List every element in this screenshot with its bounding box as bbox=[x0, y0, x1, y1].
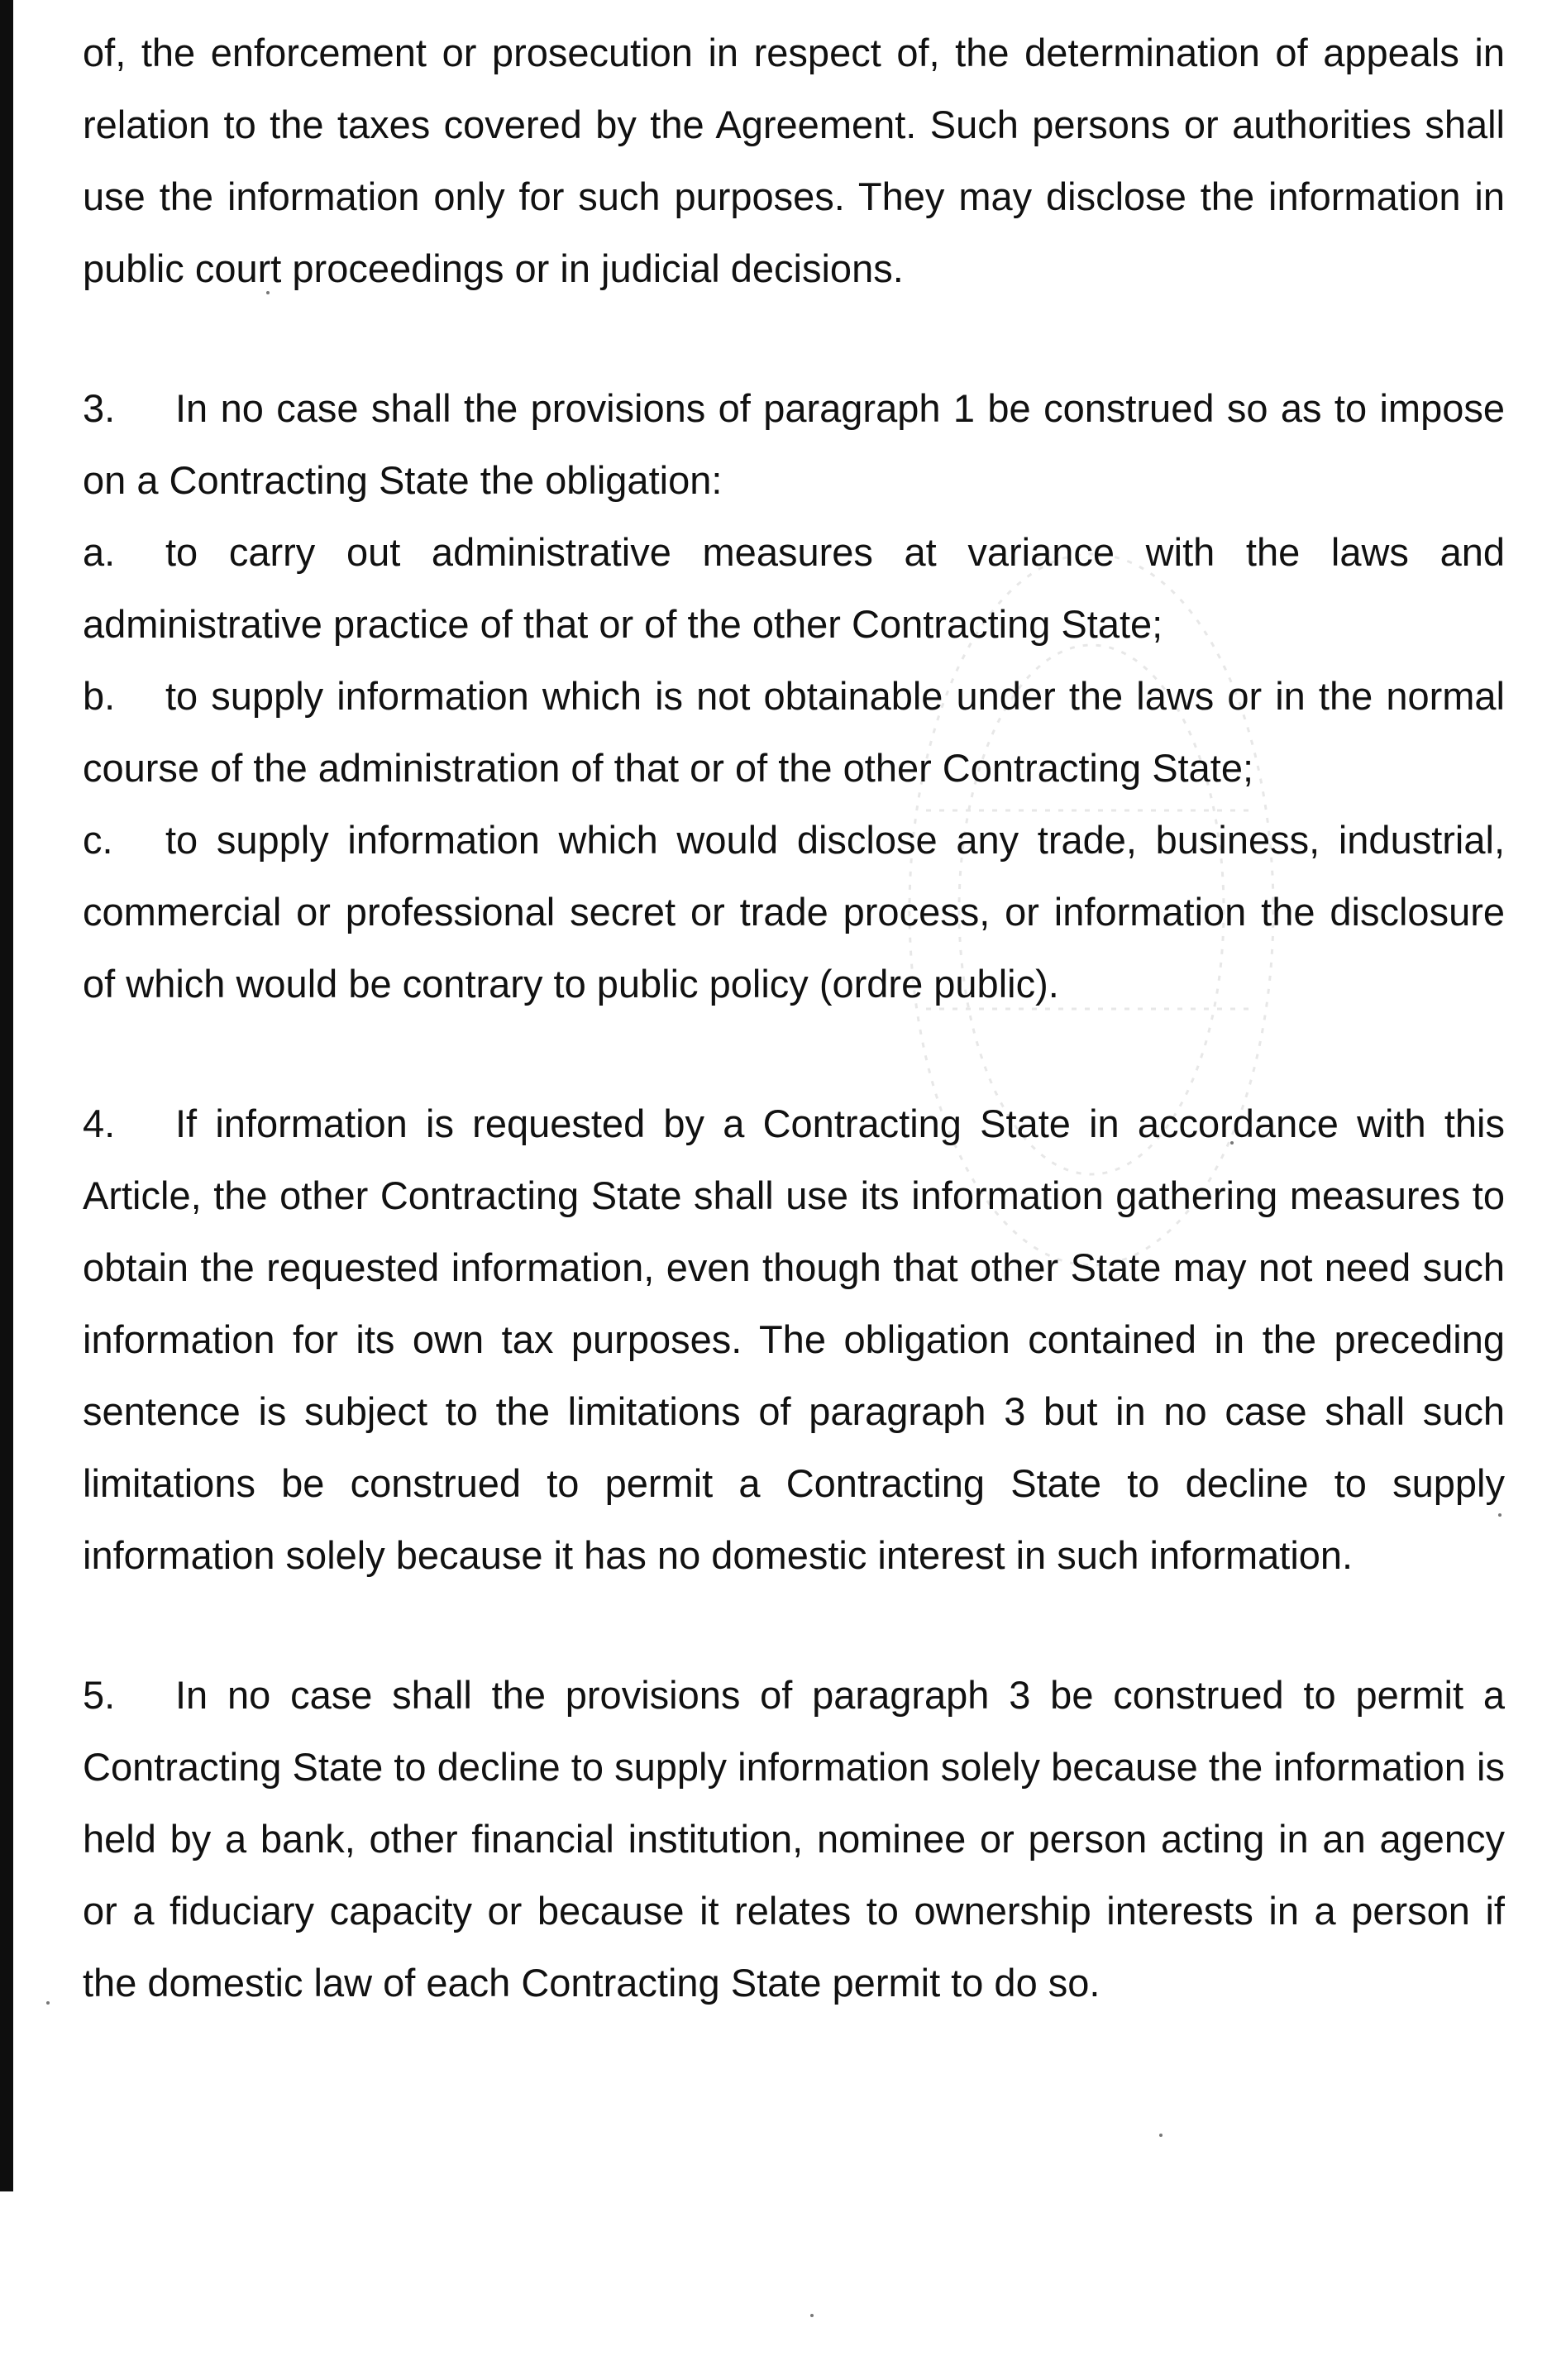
scan-left-edge bbox=[0, 0, 13, 2191]
paragraph-3-item-b bbox=[83, 660, 1505, 804]
paragraph-3-item-a bbox=[83, 516, 1505, 660]
paragraph-5-text: In no case shall the provisions of paragraph 3 be construed to permit a Contracting State to decline to supply information solely because the information is held by a bank, other financial institution, nominee or person acting in an agency or a fiduciary capacity or because it relates to ownership interests in a person if the domestic law of each Contracting State permit to do so. bbox=[83, 1673, 1505, 2005]
paragraph-4-number: 4. bbox=[83, 1102, 116, 1145]
paragraph-3-text: In no case shall the provisions of paragraph 1 be construed so as to impose on a Contracting State the obligation: bbox=[83, 386, 1505, 502]
document-body bbox=[83, 17, 1505, 2019]
item-letter: a. bbox=[83, 530, 116, 574]
paragraph-4-text: If information is requested by a Contracting State in accordance with this Article, the other Contracting State shall use its information gathering measures to obtain the requested information, even though that other State may not need such information for its own tax purposes. The obligation contained in the preceding sentence is subject to the limitations of paragraph 3 but in no case shall such limitations be construed to permit a Contracting State to decline to supply information solely because it has no domestic interest in such information. bbox=[83, 1102, 1505, 1577]
paragraph-gap bbox=[83, 1591, 1505, 1659]
paragraph-5-number: 5. bbox=[83, 1673, 116, 1717]
item-text: to carry out administrative measures at variance with the laws and administrative practice of that or of the other Contracting State; bbox=[83, 530, 1505, 646]
paragraph-3 bbox=[83, 372, 1505, 1020]
paragraph-3-intro bbox=[83, 372, 1505, 516]
item-text: to supply information which would disclose any trade, business, industrial, commercial or professional secret or trade process, or information the disclosure of which would be contrary to public policy (ordre public). bbox=[83, 818, 1505, 1006]
paragraph-gap bbox=[83, 1020, 1505, 1087]
paragraph-3-item-c bbox=[83, 804, 1505, 1020]
continued-paragraph: of, the enforcement or prosecution in respect of, the determination of appeals in relation to the taxes covered by the Agreement. Such persons or authorities shall use the information only for such purposes. They may disclose the information in public court proceedings or in judicial decisions. bbox=[83, 31, 1505, 290]
item-text: to supply information which is not obtainable under the laws or in the normal course of the administration of that or of the other Contracting State; bbox=[83, 674, 1505, 790]
item-letter: c. bbox=[83, 818, 113, 862]
item-letter: b. bbox=[83, 674, 116, 718]
scan-speck bbox=[46, 2001, 50, 2005]
scan-speck bbox=[1159, 2134, 1163, 2137]
paragraph-3-number: 3. bbox=[83, 386, 116, 430]
paragraph-5 bbox=[83, 1659, 1505, 2019]
paragraph-gap bbox=[83, 304, 1505, 372]
scan-speck bbox=[810, 2314, 814, 2317]
paragraph-4 bbox=[83, 1087, 1505, 1591]
